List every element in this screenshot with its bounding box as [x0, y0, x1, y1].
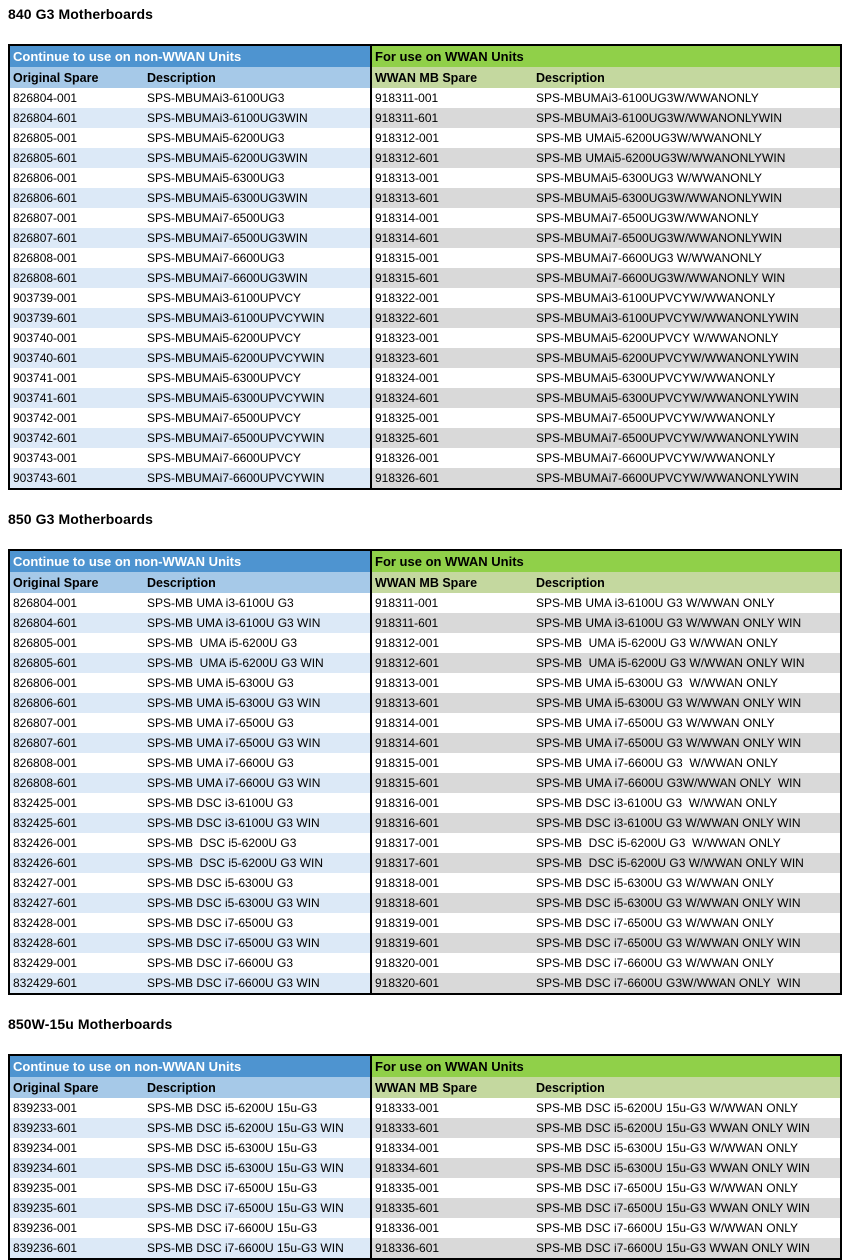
table-cell: 826808-601: [9, 773, 136, 793]
table-cell: SPS-MB DSC i7-6600U 15u-G3 WWAN ONLY WIN: [529, 1238, 841, 1259]
table-row: [9, 813, 841, 833]
table-cell: 826806-601: [9, 188, 136, 208]
table-cell: 826804-001: [13, 91, 78, 105]
table-cell: SPS-MB DSC i7-6600U G3: [147, 956, 294, 970]
table-cell: SPS-MBUMAi7-6500UG3W/WWANONLYWIN: [529, 228, 841, 248]
table-cell: SPS-MB UMA i5-6200U G3 WIN: [136, 653, 371, 673]
table-row: [9, 1158, 841, 1178]
table-cell: SPS-MB DSC i7-6500U 15u-G3 WWAN ONLY WIN: [529, 1198, 841, 1218]
table-cell: SPS-MBUMAi7-6600UG3WIN: [136, 268, 371, 288]
table-cell: SPS-MB DSC i3-6100U G3 W/WWAN ONLY WIN: [529, 813, 841, 833]
table-cell: 832425-001: [13, 796, 78, 810]
non-wwan-group-header: Continue to use on non-WWAN Units: [9, 1055, 371, 1077]
table-cell: SPS-MB DSC i7-6600U 15u-G3: [147, 1221, 318, 1235]
motherboard-section: [8, 511, 840, 995]
table-cell: 826807-601: [9, 733, 136, 753]
table-cell: 903740-001: [13, 331, 78, 345]
table-cell: SPS-MB DSC i3-6100U G3: [147, 796, 294, 810]
col-header-original-spare: Original Spare: [9, 572, 136, 593]
table-cell: 918333-001: [371, 1098, 529, 1118]
table-cell: SPS-MBUMAi7-6500UPVCY: [147, 411, 302, 425]
table-row: [9, 953, 841, 973]
table-row: [9, 773, 841, 793]
table-cell: 918334-601: [371, 1158, 529, 1178]
table-row: [9, 1178, 841, 1198]
table-row: [9, 1118, 841, 1138]
table-cell: SPS-MB UMA i7-6500U G3: [147, 716, 294, 730]
table-cell: SPS-MBUMAi3-6100UG3: [147, 91, 285, 105]
table-cell: 832425-601: [9, 813, 136, 833]
table-cell: SPS-MBUMAi7-6600UG3 W/WWANONLY: [536, 251, 763, 265]
table-cell: 826804-601: [9, 613, 136, 633]
table-cell: 832428-001: [13, 916, 78, 930]
table-body: [9, 593, 841, 994]
table-cell: SPS-MBUMAi5-6300UPVCYWIN: [136, 388, 371, 408]
table-row: [9, 328, 841, 348]
table-row: [9, 428, 841, 448]
table-cell: SPS-MB UMA i7-6600U G3 W/WWAN ONLY: [536, 756, 779, 770]
section-title: 850W-15u Motherboards: [8, 1016, 173, 1032]
table-cell: 918312-601: [371, 653, 529, 673]
table-cell: SPS-MBUMAi7-6600UG3W/WWANONLY WIN: [529, 268, 841, 288]
table-cell: SPS-MB DSC i7-6500U G3 W/WWAN ONLY WIN: [529, 933, 841, 953]
wwan-group-header: For use on WWAN Units: [371, 550, 841, 572]
table-row: [9, 913, 841, 933]
table-cell: SPS-MB UMA i3-6100U G3: [147, 596, 294, 610]
table-cell: SPS-MB DSC i7-6500U 15u-G3 W/WWAN ONLY: [536, 1181, 799, 1195]
table-cell: SPS-MB UMA i3-6100U G3 W/WWAN ONLY: [536, 596, 775, 610]
table-row: [9, 633, 841, 653]
table-cell: 918312-001: [371, 128, 529, 148]
table-cell: 903739-001: [13, 291, 78, 305]
table-cell: 826808-601: [9, 268, 136, 288]
table-row: [9, 1198, 841, 1218]
col-header-original-spare: Original Spare: [9, 1077, 136, 1098]
table-cell: SPS-MB UMA i5-6200U G3: [147, 636, 298, 650]
col-header-description-right: Description: [529, 572, 841, 593]
motherboard-section: [8, 6, 840, 490]
table-row: [9, 188, 841, 208]
table-cell: SPS-MBUMAi7-6600UPVCYW/WWANONLYWIN: [529, 468, 841, 489]
table-row: [9, 893, 841, 913]
table-row: [9, 388, 841, 408]
table-cell: 832426-001: [13, 836, 78, 850]
table-cell: SPS-MBUMAi5-6300UPVCY: [147, 371, 302, 385]
motherboard-section: [8, 1016, 840, 1260]
table-cell: SPS-MBUMAi5-6300UG3W/WWANONLYWIN: [529, 188, 841, 208]
table-cell: SPS-MB DSC i5-6300U 15u-G3: [147, 1141, 318, 1155]
table-cell: SPS-MB DSC i7-6500U G3 WIN: [136, 933, 371, 953]
table-cell: SPS-MB UMA i7-6500U G3 WIN: [136, 733, 371, 753]
table-row: [9, 673, 841, 693]
table-cell: 832427-601: [9, 893, 136, 913]
table-cell: 918314-601: [371, 733, 529, 753]
table-cell: 839234-001: [13, 1141, 78, 1155]
table-cell: SPS-MBUMAi3-6100UPVCYWIN: [136, 308, 371, 328]
group-header-row: [9, 45, 841, 67]
col-header-wwan-mb-spare: WWAN MB Spare: [371, 67, 529, 88]
table-cell: SPS-MBUMAi5-6300UG3: [147, 171, 285, 185]
table-cell: SPS-MB UMA i7-6600U G3: [147, 756, 294, 770]
table-cell: SPS-MB DSC i3-6100U G3 W/WWAN ONLY: [536, 796, 778, 810]
parts-table: [8, 549, 842, 995]
section-title: 850 G3 Motherboards: [8, 511, 154, 527]
table-row: [9, 853, 841, 873]
table-cell: SPS-MB UMA i7-6500U G3 W/WWAN ONLY WIN: [529, 733, 841, 753]
table-cell: SPS-MB DSC i5-6200U G3 WIN: [136, 853, 371, 873]
table-cell: 918335-601: [371, 1198, 529, 1218]
sections-container: [8, 6, 840, 1260]
table-row: [9, 873, 841, 893]
table-row: [9, 973, 841, 994]
table-cell: 918318-001: [371, 873, 529, 893]
table-cell: 826805-601: [9, 653, 136, 673]
table-cell: 918335-001: [371, 1178, 529, 1198]
table-cell: 839235-601: [9, 1198, 136, 1218]
table-cell: 826805-601: [9, 148, 136, 168]
table-cell: SPS-MBUMAi3-6100UPVCYW/WWANONLY: [536, 291, 776, 305]
table-cell: 918336-601: [371, 1238, 529, 1259]
non-wwan-group-header: Continue to use on non-WWAN Units: [9, 45, 371, 67]
table-cell: SPS-MB DSC i5-6200U 15u-G3 WWAN ONLY WIN: [529, 1118, 841, 1138]
table-cell: SPS-MBUMAi7-6500UG3: [147, 211, 285, 225]
table-cell: SPS-MB DSC i5-6200U G3: [147, 836, 297, 850]
table-cell: 839235-001: [13, 1181, 78, 1195]
wwan-group-header: For use on WWAN Units: [371, 45, 841, 67]
table-cell: SPS-MBUMAi7-6500UG3WIN: [136, 228, 371, 248]
table-cell: SPS-MB DSC i7-6600U G3W/WWAN ONLY WIN: [529, 973, 841, 994]
table-cell: 918315-001: [371, 753, 529, 773]
table-cell: 918326-601: [371, 468, 529, 489]
parts-table: [8, 1054, 842, 1260]
table-row: [9, 368, 841, 388]
column-header-row: [9, 67, 841, 88]
table-cell: SPS-MB DSC i5-6300U G3 W/WWAN ONLY WIN: [529, 893, 841, 913]
group-header-row: [9, 1055, 841, 1077]
table-cell: 918315-601: [371, 268, 529, 288]
table-row: [9, 88, 841, 108]
table-cell: SPS-MB UMA i7-6600U G3 WIN: [136, 773, 371, 793]
table-cell: SPS-MB DSC i7-6600U G3 W/WWAN ONLY: [536, 956, 775, 970]
table-cell: 918317-601: [371, 853, 529, 873]
table-row: [9, 348, 841, 368]
table-cell: 903740-601: [9, 348, 136, 368]
table-cell: 918315-001: [371, 248, 529, 268]
table-cell: SPS-MBUMAi5-6300UPVCYW/WWANONLYWIN: [529, 388, 841, 408]
table-row: [9, 753, 841, 773]
table-cell: 832427-001: [13, 876, 78, 890]
col-header-original-spare: Original Spare: [9, 67, 136, 88]
col-header-wwan-mb-spare: WWAN MB Spare: [371, 1077, 529, 1098]
table-cell: SPS-MB DSC i5-6300U G3 W/WWAN ONLY: [536, 876, 775, 890]
table-cell: SPS-MB DSC i7-6600U 15u-G3 WIN: [136, 1238, 371, 1259]
table-row: [9, 713, 841, 733]
table-cell: SPS-MBUMAi7-6600UPVCYWIN: [136, 468, 371, 489]
table-cell: SPS-MBUMAi5-6300UG3 W/WWANONLY: [536, 171, 763, 185]
table-cell: 903739-601: [9, 308, 136, 328]
group-header-row: [9, 550, 841, 572]
table-cell: SPS-MB UMA i5-6200U G3 W/WWAN ONLY: [536, 636, 779, 650]
table-cell: 903743-001: [13, 451, 78, 465]
table-row: [9, 1138, 841, 1158]
col-header-description-right: Description: [529, 67, 841, 88]
table-cell: SPS-MB DSC i5-6200U G3 W/WWAN ONLY WIN: [529, 853, 841, 873]
non-wwan-group-header: Continue to use on non-WWAN Units: [9, 550, 371, 572]
table-cell: SPS-MBUMAi3-6100UG3W/WWANONLY: [536, 91, 759, 105]
table-cell: 826804-601: [9, 108, 136, 128]
table-cell: 839233-001: [13, 1101, 78, 1115]
table-cell: SPS-MB DSC i7-6500U 15u-G3 WIN: [136, 1198, 371, 1218]
table-cell: 903741-001: [13, 371, 78, 385]
table-cell: SPS-MB UMA i5-6300U G3: [147, 676, 294, 690]
table-row: [9, 933, 841, 953]
table-cell: 832429-001: [13, 956, 78, 970]
table-cell: SPS-MBUMAi3-6100UG3W/WWANONLYWIN: [529, 108, 841, 128]
table-cell: 826807-001: [13, 716, 78, 730]
table-cell: SPS-MB DSC i7-6600U 15u-G3 W/WWAN ONLY: [536, 1221, 799, 1235]
table-cell: 839233-601: [9, 1118, 136, 1138]
table-cell: 918315-601: [371, 773, 529, 793]
table-cell: 918333-601: [371, 1118, 529, 1138]
table-cell: SPS-MB UMA i5-6300U G3 W/WWAN ONLY: [536, 676, 779, 690]
table-row: [9, 833, 841, 853]
table-row: [9, 653, 841, 673]
table-cell: 918314-001: [371, 713, 529, 733]
table-cell: SPS-MB DSC i7-6500U G3: [147, 916, 294, 930]
table-cell: SPS-MB DSC i3-6100U G3 WIN: [136, 813, 371, 833]
table-cell: 826808-001: [13, 756, 78, 770]
table-cell: 918317-001: [371, 833, 529, 853]
table-row: [9, 613, 841, 633]
table-cell: 918334-001: [371, 1138, 529, 1158]
table-row: [9, 308, 841, 328]
table-cell: 918324-601: [371, 388, 529, 408]
table-cell: SPS-MBUMAi5-6200UPVCYW/WWANONLYWIN: [529, 348, 841, 368]
table-cell: 918312-001: [371, 633, 529, 653]
table-cell: SPS-MB DSC i7-6500U G3 W/WWAN ONLY: [536, 916, 775, 930]
section-title: 840 G3 Motherboards: [8, 6, 154, 22]
table-cell: 826808-001: [13, 251, 78, 265]
table-cell: 832426-601: [9, 853, 136, 873]
table-cell: SPS-MBUMAi7-6500UPVCYW/WWANONLY: [536, 411, 776, 425]
table-cell: 903742-601: [9, 428, 136, 448]
table-cell: 918313-001: [371, 673, 529, 693]
table-cell: 826806-601: [9, 693, 136, 713]
table-row: [9, 793, 841, 813]
table-row: [9, 693, 841, 713]
table-cell: 918316-601: [371, 813, 529, 833]
table-cell: 918336-001: [371, 1218, 529, 1238]
table-cell: 918319-001: [371, 913, 529, 933]
table-cell: SPS-MB DSC i5-6300U G3 WIN: [136, 893, 371, 913]
table-row: [9, 468, 841, 489]
col-header-description-left: Description: [136, 67, 371, 88]
table-cell: SPS-MBUMAi7-6600UPVCY: [147, 451, 302, 465]
table-cell: SPS-MB UMA i7-6500U G3 W/WWAN ONLY: [536, 716, 775, 730]
table-cell: SPS-MBUMAi5-6300UPVCYW/WWANONLY: [536, 371, 776, 385]
table-cell: 918323-601: [371, 348, 529, 368]
table-cell: 832429-601: [9, 973, 136, 994]
table-cell: 918322-601: [371, 308, 529, 328]
parts-table: [8, 44, 842, 490]
table-row: [9, 228, 841, 248]
table-cell: 903741-601: [9, 388, 136, 408]
table-row: [9, 128, 841, 148]
table-cell: SPS-MBUMAi5-6300UG3WIN: [136, 188, 371, 208]
table-cell: 826807-601: [9, 228, 136, 248]
table-cell: 918320-001: [371, 953, 529, 973]
table-cell: 839236-001: [13, 1221, 78, 1235]
table-cell: 918311-001: [371, 88, 529, 108]
table-cell: 918311-001: [371, 593, 529, 613]
table-cell: SPS-MBUMAi7-6500UPVCYWIN: [136, 428, 371, 448]
table-row: [9, 268, 841, 288]
table-row: [9, 1098, 841, 1118]
table-cell: SPS-MB DSC i5-6200U G3 W/WWAN ONLY: [536, 836, 781, 850]
table-cell: 826806-001: [13, 676, 78, 690]
table-cell: SPS-MB DSC i7-6500U 15u-G3: [147, 1181, 318, 1195]
table-cell: SPS-MB UMAi5-6200UG3W/WWANONLY: [536, 131, 763, 145]
table-cell: 918313-601: [371, 693, 529, 713]
table-cell: 903742-001: [13, 411, 78, 425]
table-row: [9, 208, 841, 228]
table-row: [9, 148, 841, 168]
table-cell: 918313-601: [371, 188, 529, 208]
table-cell: 839236-601: [9, 1238, 136, 1259]
column-header-row: [9, 572, 841, 593]
table-cell: SPS-MBUMAi7-6600UPVCYW/WWANONLY: [536, 451, 776, 465]
table-row: [9, 733, 841, 753]
table-cell: SPS-MB UMA i5-6300U G3 W/WWAN ONLY WIN: [529, 693, 841, 713]
table-cell: SPS-MB DSC i5-6300U 15u-G3 WWAN ONLY WIN: [529, 1158, 841, 1178]
table-cell: SPS-MB UMA i3-6100U G3 WIN: [136, 613, 371, 633]
table-cell: SPS-MB UMA i7-6600U G3W/WWAN ONLY WIN: [529, 773, 841, 793]
table-cell: SPS-MBUMAi5-6200UG3: [147, 131, 285, 145]
col-header-description-left: Description: [136, 572, 371, 593]
table-cell: 918314-001: [371, 208, 529, 228]
table-cell: SPS-MBUMAi3-6100UPVCY: [147, 291, 302, 305]
table-cell: 918311-601: [371, 613, 529, 633]
table-body: [9, 1098, 841, 1259]
table-cell: SPS-MBUMAi7-6600UG3: [147, 251, 285, 265]
col-header-description-right: Description: [529, 1077, 841, 1098]
table-cell: 918318-601: [371, 893, 529, 913]
table-cell: 918319-601: [371, 933, 529, 953]
table-cell: SPS-MB DSC i7-6600U G3 WIN: [136, 973, 371, 994]
table-cell: SPS-MB DSC i5-6200U 15u-G3 W/WWAN ONLY: [536, 1101, 799, 1115]
table-cell: SPS-MB DSC i5-6300U 15u-G3 WIN: [136, 1158, 371, 1178]
table-cell: SPS-MB UMA i5-6300U G3 WIN: [136, 693, 371, 713]
column-header-row: [9, 1077, 841, 1098]
table-cell: 918320-601: [371, 973, 529, 994]
table-cell: 918313-001: [371, 168, 529, 188]
table-cell: 918325-601: [371, 428, 529, 448]
table-cell: SPS-MB DSC i5-6300U G3: [147, 876, 294, 890]
table-cell: SPS-MB UMA i3-6100U G3 W/WWAN ONLY WIN: [529, 613, 841, 633]
table-cell: SPS-MB UMA i5-6200U G3 W/WWAN ONLY WIN: [529, 653, 841, 673]
table-cell: SPS-MBUMAi7-6500UPVCYW/WWANONLYWIN: [529, 428, 841, 448]
table-cell: 826806-001: [13, 171, 78, 185]
col-header-wwan-mb-spare: WWAN MB Spare: [371, 572, 529, 593]
table-row: [9, 248, 841, 268]
table-cell: SPS-MB DSC i5-6300U 15u-G3 W/WWAN ONLY: [536, 1141, 799, 1155]
table-cell: 826805-001: [13, 131, 78, 145]
table-row: [9, 448, 841, 468]
table-cell: 918323-001: [371, 328, 529, 348]
table-body: [9, 88, 841, 489]
table-cell: 918312-601: [371, 148, 529, 168]
table-cell: 918324-001: [371, 368, 529, 388]
table-cell: SPS-MBUMAi5-6200UG3WIN: [136, 148, 371, 168]
table-row: [9, 1238, 841, 1259]
table-row: [9, 168, 841, 188]
table-cell: SPS-MB UMAi5-6200UG3W/WWANONLYWIN: [529, 148, 841, 168]
table-row: [9, 1218, 841, 1238]
table-cell: 918311-601: [371, 108, 529, 128]
table-cell: 918325-001: [371, 408, 529, 428]
table-cell: 826807-001: [13, 211, 78, 225]
table-row: [9, 288, 841, 308]
table-row: [9, 408, 841, 428]
table-row: [9, 108, 841, 128]
table-cell: 839234-601: [9, 1158, 136, 1178]
table-cell: 903743-601: [9, 468, 136, 489]
col-header-description-left: Description: [136, 1077, 371, 1098]
table-cell: SPS-MBUMAi5-6200UPVCY W/WWANONLY: [536, 331, 779, 345]
table-cell: SPS-MB DSC i5-6200U 15u-G3 WIN: [136, 1118, 371, 1138]
table-row: [9, 593, 841, 613]
table-cell: SPS-MBUMAi5-6200UPVCYWIN: [136, 348, 371, 368]
table-cell: 826805-001: [13, 636, 78, 650]
table-cell: SPS-MBUMAi7-6500UG3W/WWANONLY: [536, 211, 759, 225]
table-cell: SPS-MB DSC i5-6200U 15u-G3: [147, 1101, 318, 1115]
table-cell: 918326-001: [371, 448, 529, 468]
table-cell: 832428-601: [9, 933, 136, 953]
table-cell: 918322-001: [371, 288, 529, 308]
table-cell: SPS-MBUMAi3-6100UG3WIN: [136, 108, 371, 128]
table-cell: SPS-MBUMAi3-6100UPVCYW/WWANONLYWIN: [529, 308, 841, 328]
table-cell: 918316-001: [371, 793, 529, 813]
table-cell: SPS-MBUMAi5-6200UPVCY: [147, 331, 302, 345]
table-cell: 918314-601: [371, 228, 529, 248]
table-cell: 826804-001: [13, 596, 78, 610]
wwan-group-header: For use on WWAN Units: [371, 1055, 841, 1077]
